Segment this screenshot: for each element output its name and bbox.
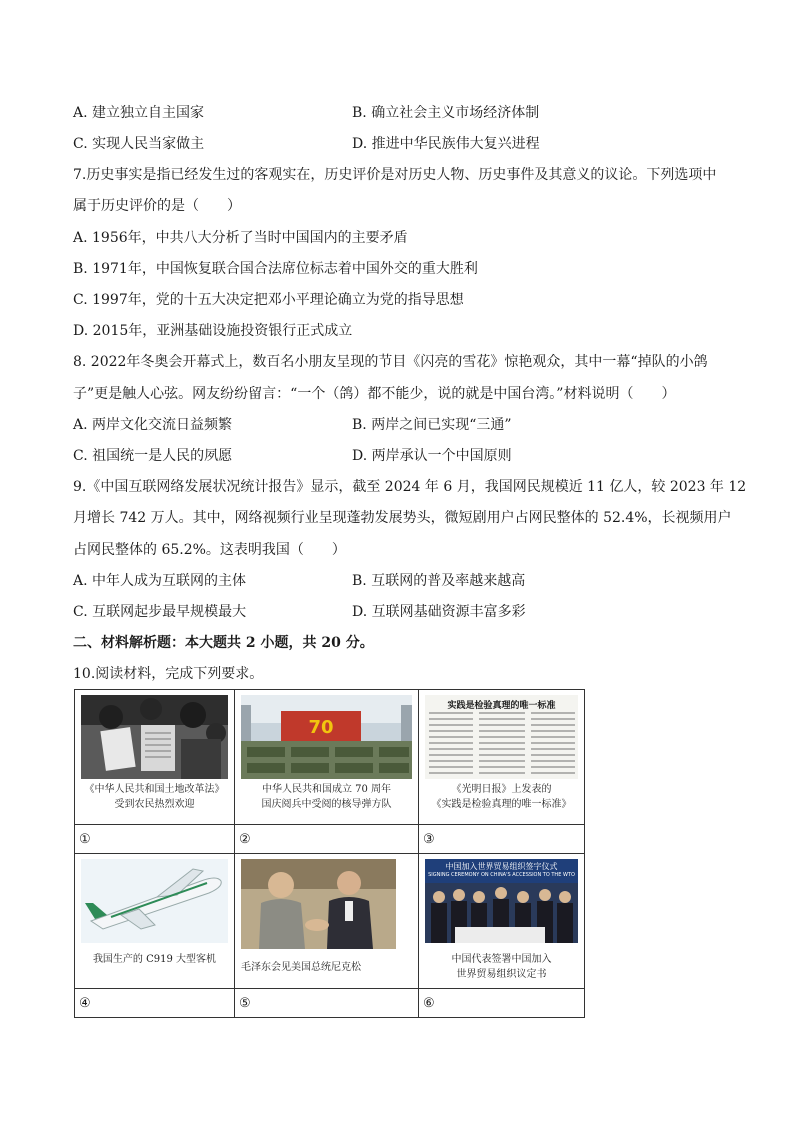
q8-stem-line1: 8. 2022年冬奥会开幕式上，数百名小朋友呈现的节目《闪亮的雪花》惊艳观众，其中一幕“掉队的小鸽 xyxy=(73,354,708,370)
material-4-caption xyxy=(75,952,234,967)
material-3-cell xyxy=(419,690,585,825)
q7-option-d: D. 2015年，亚洲基础设施投资银行正式成立 xyxy=(73,323,353,339)
q6-option-a: A. 建立独立自主国家 xyxy=(73,105,205,121)
material-5-number: ⑤ xyxy=(235,989,419,1018)
q7-option-c: C. 1997年，党的十五大决定把邓小平理论确立为党的指导思想 xyxy=(73,292,464,308)
q7-option-b: B. 1971年，中国恢复联合国合法席位标志着中国外交的重大胜利 xyxy=(73,261,478,277)
q7-option-a: A. 1956年，中共八大分析了当时中国国内的主要矛盾 xyxy=(73,230,408,246)
material-4-number: ④ xyxy=(75,989,235,1018)
mao-nixon-handshake-photo-icon xyxy=(241,859,396,949)
material-3-caption-line1: 《光明日报》上发表的 xyxy=(451,784,552,795)
material-2-caption-line1: 中华人民共和国成立 70 周年 xyxy=(261,784,392,795)
material-6-caption-line2: 世界贸易组织议定书 xyxy=(456,969,547,980)
q7-stem-line1: 7.历史事实是指已经发生过的客观实在，历史评价是对历史人物、历史事件及其意义的议论。下列选项中 xyxy=(73,167,717,183)
material-5-caption xyxy=(235,960,418,975)
section-title-text: 二、材料解析题：本大题共 2 小题，共 20 分。 xyxy=(73,635,374,651)
material-3-caption-line2: 《实践是检验真理的唯一标准》 xyxy=(431,799,572,810)
section-title xyxy=(73,634,374,652)
material-2-caption xyxy=(235,782,418,812)
material-1-caption-line1: 《中华人民共和国土地改革法》 xyxy=(84,784,225,795)
material-2-caption-line2: 国庆阅兵中受阅的核导弹方队 xyxy=(261,799,392,810)
material-6-caption xyxy=(419,952,584,982)
q9-option-a: A. 中年人成为互联网的主体 xyxy=(73,573,247,589)
material-4-caption-line1: 我国生产的 C919 大型客机 xyxy=(92,954,217,965)
material-3-photo xyxy=(425,695,578,779)
q9-stem-line3: 占网民整体的 65.2%。这表明我国（ ） xyxy=(73,542,346,558)
material-4-cell xyxy=(75,854,235,989)
wto-banner-chinese: 中国加入世界贸易组织签字仪式 xyxy=(445,862,558,871)
q10-stem: 10.阅读材料，完成下列要求。 xyxy=(73,666,264,682)
materials-table xyxy=(74,689,585,1018)
newspaper-headline: 实践是检验真理的唯一标准 xyxy=(447,701,556,711)
q8-stem-line2: 子”更是触人心弦。网友纷纷留言：“一个（鸽）都不能少，说的就是中国台湾。”材料说明（ ） xyxy=(73,386,676,402)
material-4-photo xyxy=(81,859,228,943)
q8-option-c: C. 祖国统一是人民的夙愿 xyxy=(73,448,233,464)
material-5-photo xyxy=(241,859,396,949)
wto-signing-photo-icon xyxy=(425,883,578,943)
wto-banner-english: SIGNING CEREMONY ON CHINA'S ACCESSION TO THE WTO xyxy=(428,872,575,878)
newspaper-columns-icon xyxy=(425,709,578,779)
material-5-cell xyxy=(235,854,419,989)
q6-option-b: B. 确立社会主义市场经济体制 xyxy=(352,105,540,121)
material-3-caption xyxy=(419,782,584,812)
q7-stem-line2: 属于历史评价的是（ ） xyxy=(73,198,241,214)
materials-pic-row-1 xyxy=(75,690,585,825)
material-1-number: ① xyxy=(75,825,235,854)
q6-option-c: C. 实现人民当家做主 xyxy=(73,136,205,152)
material-1-cell xyxy=(75,690,235,825)
q9-stem-line1: 9.《中国互联网络发展状况统计报告》显示，截至 2024 年 6 月，我国网民规模近 11 亿人，较 2023 年 12 xyxy=(73,479,747,495)
material-1-photo xyxy=(81,695,228,779)
material-5-caption-line1: 毛泽东会见美国总统尼克松 xyxy=(241,962,361,973)
q9-option-d: D. 互联网基础资源丰富多彩 xyxy=(352,604,526,620)
materials-num-row-2 xyxy=(75,989,585,1018)
q6-option-d: D. 推进中华民族伟大复兴进程 xyxy=(352,136,540,152)
material-6-photo xyxy=(425,859,578,943)
material-2-number: ② xyxy=(235,825,419,854)
material-6-cell xyxy=(419,854,585,989)
c919-airplane-icon xyxy=(81,859,228,943)
q9-stem-line2: 月增长 742 万人。其中，网络视频行业呈现蓬勃发展势头，微短剧用户占网民整体的 52.4%，长视频用户 xyxy=(73,510,732,526)
materials-pic-row-2 xyxy=(75,854,585,989)
land-reform-photo-icon xyxy=(81,695,228,779)
material-1-caption xyxy=(75,782,234,812)
material-2-photo xyxy=(241,695,412,779)
material-1-caption-line2: 受到农民热烈欢迎 xyxy=(114,799,195,810)
svg-text:70: 70 xyxy=(308,717,334,738)
material-6-caption-line1: 中国代表签署中国加入 xyxy=(451,954,552,965)
military-parade-photo-icon xyxy=(241,695,412,779)
q8-option-a: A. 两岸文化交流日益频繁 xyxy=(73,417,233,433)
materials-num-row-1 xyxy=(75,825,585,854)
q9-option-c: C. 互联网起步最早规模最大 xyxy=(73,604,247,620)
q8-option-b: B. 两岸之间已实现“三通” xyxy=(352,417,512,433)
material-6-number: ⑥ xyxy=(419,989,585,1018)
q9-option-b: B. 互联网的普及率越来越高 xyxy=(352,573,526,589)
q8-option-d: D. 两岸承认一个中国原则 xyxy=(352,448,512,464)
material-3-number: ③ xyxy=(419,825,585,854)
material-2-cell xyxy=(235,690,419,825)
